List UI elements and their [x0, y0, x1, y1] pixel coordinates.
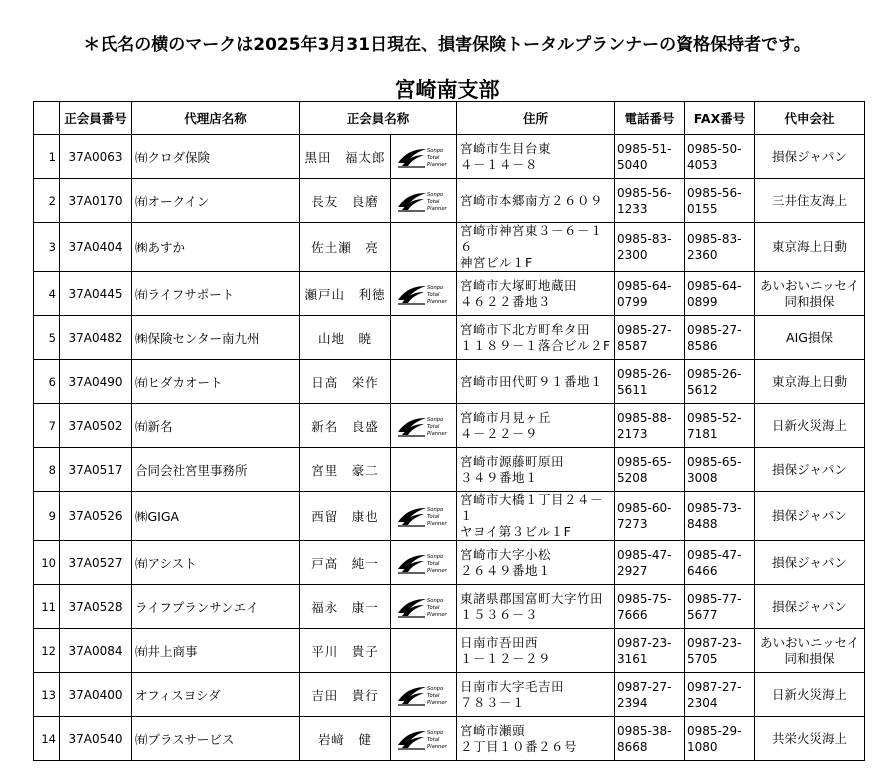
member-name: 山地 暁	[300, 316, 391, 360]
qualification-mark-cell	[391, 492, 457, 541]
member-name: 戸高 純一	[300, 541, 391, 585]
insurer-line-1: 損保ジャパン	[772, 148, 847, 164]
member-name: 宮里 豪二	[300, 448, 391, 492]
fax-number	[685, 541, 755, 585]
phone-line-1: 0985-51-	[617, 141, 672, 156]
mark-text-1: Sonpo	[426, 553, 443, 560]
phone-number	[615, 492, 685, 541]
sonpo-total-planner-mark-icon	[396, 413, 452, 439]
qualification-mark-cell	[391, 135, 457, 179]
member-id: 37A0527	[60, 541, 132, 585]
header-phone: 電話番号	[615, 102, 685, 135]
mark-text-1: Sonpo	[426, 597, 443, 604]
fax-line-2: 0899	[687, 294, 718, 309]
table-row	[34, 404, 865, 448]
insurer	[755, 492, 865, 541]
member-id: 37A0502	[60, 404, 132, 448]
qualification-mark-cell	[391, 404, 457, 448]
table-row	[34, 717, 865, 761]
fax-line-2: 0155	[687, 201, 718, 216]
insurer-line-1: 日新火災海上	[772, 417, 848, 433]
fax-line-2: 8488	[687, 517, 718, 531]
fax-number	[685, 585, 755, 629]
mark-text-1: Sonpo	[426, 729, 443, 736]
row-number: 4	[34, 272, 60, 316]
phone-line-1: 0985-56-	[617, 185, 672, 200]
phone-line-2: 2173	[617, 426, 648, 441]
phone-line-1: 0985-83-	[617, 232, 672, 246]
insurer	[755, 541, 865, 585]
fax-line-2: 5612	[687, 382, 718, 397]
mark-text-3: Planner	[426, 567, 447, 574]
phone-line-2: 1233	[617, 201, 648, 216]
phone-line-2: 2394	[617, 695, 648, 710]
insurer-line-1: 三井住友海上	[772, 192, 848, 208]
qualification-mark-cell	[391, 223, 457, 272]
table-row	[34, 673, 865, 717]
address-line-2: ４６２２番地３	[460, 293, 552, 309]
table-row	[34, 541, 865, 585]
insurer-line-1: 損保ジャパン	[772, 598, 847, 614]
phone-line-2: 5208	[617, 470, 648, 485]
agency-name: ㈲オークイン	[132, 179, 300, 223]
insurer	[755, 272, 865, 316]
fax-number	[685, 223, 755, 272]
row-number: 14	[34, 717, 60, 761]
table-row	[34, 135, 865, 179]
mark-text-2: Total	[426, 291, 439, 298]
sonpo-total-planner-mark-icon	[396, 726, 452, 752]
fax-number	[685, 179, 755, 223]
phone-number	[615, 673, 685, 717]
member-name: 吉田 貴行	[300, 673, 391, 717]
fax-number	[685, 404, 755, 448]
mark-text-1: Sonpo	[426, 191, 443, 198]
address-line-1: 宮崎市大塚町地蔵田	[460, 277, 578, 293]
table-row	[34, 492, 865, 541]
fax-line-1: 0985-50-	[687, 141, 742, 156]
address	[457, 717, 615, 761]
address-line-1: 日南市吾田西	[460, 634, 539, 650]
insurer	[755, 448, 865, 492]
row-number: 7	[34, 404, 60, 448]
address-line-2: ７８３－１	[460, 694, 526, 710]
fax-number	[685, 448, 755, 492]
fax-line-1: 0985-26-	[687, 366, 742, 381]
phone-number	[615, 272, 685, 316]
insurer-line-1: 損保ジャパン	[772, 508, 847, 523]
insurer	[755, 404, 865, 448]
agency-name: ㈱あすか	[132, 223, 300, 272]
fax-line-1: 0985-77-	[687, 591, 742, 606]
fax-number	[685, 492, 755, 541]
mark-text-1: Sonpo	[426, 685, 443, 692]
phone-line-1: 0985-60-	[617, 501, 672, 515]
member-name: 瀬戸山 利徳	[300, 272, 391, 316]
fax-number	[685, 629, 755, 673]
member-id: 37A0170	[60, 179, 132, 223]
row-number: 11	[34, 585, 60, 629]
header-no	[34, 102, 60, 135]
qualification-mark-cell	[391, 673, 457, 717]
qualification-notice: ＊氏名の横のマークは2025年3月31日現在、損害保険トータルプランナーの資格保持者です。	[83, 35, 811, 55]
sonpo-total-planner-mark-icon	[396, 281, 452, 307]
sonpo-total-planner-mark-icon	[396, 188, 452, 214]
address-line-1: 宮崎市本郷南方２６０９	[460, 192, 604, 208]
fax-number	[685, 316, 755, 360]
address-line-1: 宮崎市大橋１丁目２４－１	[460, 492, 604, 523]
address-line-1: 宮崎市瀬頭	[460, 722, 526, 738]
mark-text-1: Sonpo	[426, 507, 443, 513]
address	[457, 404, 615, 448]
phone-number	[615, 585, 685, 629]
fax-number	[685, 717, 755, 761]
fax-line-1: 0985-65-	[687, 454, 742, 469]
insurer-line-1: あいおいニッセイ	[759, 634, 860, 650]
insurer-line-1: 東京海上日動	[772, 373, 848, 389]
qualification-mark-cell	[391, 629, 457, 673]
address-line-1: 宮崎市下北方町牟タ田	[460, 321, 591, 337]
insurer-line-1: AIG損保	[786, 329, 833, 345]
address	[457, 179, 615, 223]
mark-text-3: Planner	[426, 205, 447, 212]
phone-line-1: 0987-27-	[617, 679, 672, 694]
agency-name: ㈲井上商事	[132, 629, 300, 673]
insurer-line-1: 損保ジャパン	[772, 554, 847, 570]
member-table	[33, 101, 865, 761]
insurer-line-1: 共栄火災海上	[772, 730, 848, 746]
insurer-line-2: 同和損保	[784, 293, 835, 309]
address-line-2: ４－２２－９	[460, 425, 539, 441]
address	[457, 360, 615, 404]
agency-name: ㈲新名	[132, 404, 300, 448]
mark-text-3: Planner	[426, 430, 447, 437]
member-name: 岩﨑 健	[300, 717, 391, 761]
qualification-mark-cell	[391, 717, 457, 761]
address-line-2: ヤヨイ第３ビル１F	[460, 524, 572, 539]
phone-line-2: 7273	[617, 517, 648, 531]
sonpo-total-planner-mark-icon	[396, 503, 452, 529]
address-line-2: ３４９番地１	[460, 469, 539, 485]
header-member-name: 正会員名称	[300, 102, 457, 135]
phone-line-1: 0987-23-	[617, 635, 672, 650]
member-id: 37A0526	[60, 492, 132, 541]
mark-text-2: Total	[426, 692, 439, 699]
header-insurer: 代申会社	[755, 102, 865, 135]
fax-line-1: 0985-64-	[687, 278, 742, 293]
mark-text-3: Planner	[426, 611, 447, 618]
row-number: 9	[34, 492, 60, 541]
address	[457, 272, 615, 316]
qualification-mark-cell	[391, 179, 457, 223]
phone-number	[615, 179, 685, 223]
address	[457, 223, 615, 272]
qualification-mark-cell	[391, 585, 457, 629]
address-line-1: 宮崎市生目台東	[460, 140, 552, 156]
fax-line-2: 2360	[687, 248, 718, 262]
member-name: 黒田 福太郎	[300, 135, 391, 179]
phone-number	[615, 717, 685, 761]
table-row	[34, 629, 865, 673]
address-line-1: 日南市大字毛吉田	[460, 678, 565, 694]
phone-line-1: 0985-88-	[617, 410, 672, 425]
qualification-mark-cell	[391, 360, 457, 404]
member-name: 平川 貴子	[300, 629, 391, 673]
member-id: 37A0400	[60, 673, 132, 717]
row-number: 1	[34, 135, 60, 179]
insurer	[755, 673, 865, 717]
phone-line-2: 0799	[617, 294, 648, 309]
member-id: 37A0482	[60, 316, 132, 360]
address-line-2: １１８９－１落合ビル２F	[460, 337, 611, 353]
sonpo-total-planner-mark-icon	[396, 144, 452, 170]
table-row	[34, 223, 865, 272]
address-line-1: 宮崎市神宮東３－６－１６	[460, 223, 604, 254]
fax-line-1: 0985-27-	[687, 322, 742, 337]
insurer	[755, 179, 865, 223]
insurer	[755, 135, 865, 179]
branch-title: 宮崎南支部	[394, 78, 500, 102]
phone-line-1: 0985-75-	[617, 591, 672, 606]
fax-line-1: 0985-52-	[687, 410, 742, 425]
fax-line-1: 0985-73-	[687, 501, 742, 515]
member-id: 37A0445	[60, 272, 132, 316]
table-header-row	[34, 102, 865, 135]
phone-line-2: 2927	[617, 563, 648, 578]
address-line-2: ２丁目１０番２６号	[460, 738, 578, 754]
phone-line-2: 8668	[617, 739, 648, 754]
row-number: 6	[34, 360, 60, 404]
member-name: 日高 栄作	[300, 360, 391, 404]
agency-name: ㈲クロダ保険	[132, 135, 300, 179]
address-line-1: 宮崎市田代町９１番地１	[460, 373, 604, 389]
address-line-2: １５３６－３	[460, 606, 539, 622]
fax-number	[685, 135, 755, 179]
member-id: 37A0084	[60, 629, 132, 673]
fax-line-1: 0987-23-	[687, 635, 742, 650]
insurer-line-1: 東京海上日動	[772, 239, 848, 254]
row-number: 2	[34, 179, 60, 223]
mark-text-2: Total	[426, 423, 439, 430]
qualification-mark-cell	[391, 448, 457, 492]
insurer	[755, 316, 865, 360]
agency-name: オフィスヨシダ	[132, 673, 300, 717]
member-id: 37A0404	[60, 223, 132, 272]
fax-number	[685, 673, 755, 717]
member-id: 37A0517	[60, 448, 132, 492]
phone-line-2: 8587	[617, 338, 648, 353]
fax-line-2: 3008	[687, 470, 718, 485]
mark-text-2: Total	[426, 154, 439, 161]
table-row	[34, 316, 865, 360]
member-name: 佐土瀬 亮	[300, 223, 391, 272]
address-line-2: １－１２－２９	[460, 650, 552, 666]
insurer	[755, 360, 865, 404]
member-id: 37A0490	[60, 360, 132, 404]
header-agency: 代理店名称	[132, 102, 300, 135]
row-number: 8	[34, 448, 60, 492]
agency-name: ㈱保険センター南九州	[132, 316, 300, 360]
address	[457, 585, 615, 629]
row-number: 10	[34, 541, 60, 585]
phone-line-2: 7666	[617, 607, 648, 622]
address	[457, 448, 615, 492]
address-line-1: 宮崎市大字小松	[460, 546, 552, 562]
phone-line-1: 0985-26-	[617, 366, 672, 381]
phone-number	[615, 541, 685, 585]
phone-number	[615, 135, 685, 179]
table-row	[34, 585, 865, 629]
mark-text-3: Planner	[426, 521, 447, 527]
row-number: 13	[34, 673, 60, 717]
fax-line-2: 1080	[687, 739, 718, 754]
mark-text-1: Sonpo	[426, 147, 443, 154]
fax-line-1: 0985-83-	[687, 232, 742, 246]
address-line-2: ４－１４－８	[460, 156, 539, 172]
table-row	[34, 360, 865, 404]
phone-line-2: 3161	[617, 651, 648, 666]
fax-line-2: 2304	[687, 695, 718, 710]
address	[457, 492, 615, 541]
member-id: 37A0528	[60, 585, 132, 629]
address-line-1: 東諸県郡国富町大字竹田	[460, 590, 604, 606]
mark-text-1: Sonpo	[426, 416, 443, 423]
phone-number	[615, 360, 685, 404]
row-number: 5	[34, 316, 60, 360]
fax-number	[685, 360, 755, 404]
insurer	[755, 629, 865, 673]
phone-number	[615, 404, 685, 448]
phone-line-2: 2300	[617, 248, 648, 262]
mark-text-3: Planner	[426, 161, 447, 168]
fax-line-2: 5705	[687, 651, 718, 666]
mark-text-2: Total	[426, 604, 439, 611]
mark-text-2: Total	[426, 560, 439, 567]
phone-number	[615, 223, 685, 272]
phone-number	[615, 316, 685, 360]
qualification-mark-cell	[391, 316, 457, 360]
phone-line-1: 0985-64-	[617, 278, 672, 293]
phone-number	[615, 448, 685, 492]
insurer	[755, 717, 865, 761]
table-row	[34, 179, 865, 223]
phone-line-2: 5611	[617, 382, 648, 397]
member-name: 長友 良磨	[300, 179, 391, 223]
mark-text-2: Total	[426, 198, 439, 205]
mark-text-2: Total	[426, 736, 439, 743]
agency-name: ㈲アシスト	[132, 541, 300, 585]
table-row	[34, 272, 865, 316]
row-number: 3	[34, 223, 60, 272]
member-name: 福永 康一	[300, 585, 391, 629]
member-name: 西留 康也	[300, 492, 391, 541]
qualification-mark-cell	[391, 541, 457, 585]
agency-name: ライフプランサンエイ	[132, 585, 300, 629]
header-fax: FAX番号	[685, 102, 755, 135]
address	[457, 629, 615, 673]
table-row	[34, 448, 865, 492]
sonpo-total-planner-mark-icon	[396, 550, 452, 576]
sonpo-total-planner-mark-icon	[396, 682, 452, 708]
agency-name: 合同会社宮里事務所	[132, 448, 300, 492]
phone-line-1: 0985-47-	[617, 547, 672, 562]
fax-line-1: 0985-56-	[687, 185, 742, 200]
phone-number	[615, 629, 685, 673]
mark-text-3: Planner	[426, 699, 447, 706]
address-line-2: 神宮ビル１F	[460, 255, 533, 270]
fax-line-2: 6466	[687, 563, 718, 578]
mark-text-1: Sonpo	[426, 284, 443, 291]
sonpo-total-planner-mark-icon	[396, 594, 452, 620]
row-number: 12	[34, 629, 60, 673]
phone-line-1: 0985-27-	[617, 322, 672, 337]
fax-line-2: 8586	[687, 338, 718, 353]
address-line-2: ２６４９番地１	[460, 562, 552, 578]
fax-line-2: 5677	[687, 607, 718, 622]
phone-line-1: 0985-65-	[617, 454, 672, 469]
fax-number	[685, 272, 755, 316]
member-name: 新名 良盛	[300, 404, 391, 448]
fax-line-1: 0987-27-	[687, 679, 742, 694]
agency-name: ㈲ヒダカオート	[132, 360, 300, 404]
insurer-line-1: 日新火災海上	[772, 686, 848, 702]
address-line-1: 宮崎市月見ヶ丘	[460, 409, 552, 425]
fax-line-1: 0985-47-	[687, 547, 742, 562]
mark-text-3: Planner	[426, 298, 447, 305]
fax-line-2: 4053	[687, 157, 718, 172]
insurer	[755, 223, 865, 272]
agency-name: ㈱GIGA	[132, 492, 300, 541]
address	[457, 316, 615, 360]
member-id: 37A0063	[60, 135, 132, 179]
address	[457, 673, 615, 717]
fax-line-2: 7181	[687, 426, 718, 441]
address	[457, 135, 615, 179]
header-address: 住所	[457, 102, 615, 135]
header-member-id: 正会員番号	[60, 102, 132, 135]
agency-name: ㈲ライフサポート	[132, 272, 300, 316]
insurer-line-1: 損保ジャパン	[772, 461, 847, 477]
agency-name: ㈲プラスサービス	[132, 717, 300, 761]
phone-line-1: 0985-38-	[617, 723, 672, 738]
mark-text-2: Total	[426, 514, 439, 520]
phone-line-2: 5040	[617, 157, 648, 172]
insurer-line-1: あいおいニッセイ	[759, 277, 860, 293]
insurer	[755, 585, 865, 629]
insurer-line-2: 同和損保	[784, 650, 835, 666]
mark-text-3: Planner	[426, 743, 447, 750]
member-id: 37A0540	[60, 717, 132, 761]
qualification-mark-cell	[391, 272, 457, 316]
address-line-1: 宮崎市源藤町原田	[460, 453, 565, 469]
address	[457, 541, 615, 585]
fax-line-1: 0985-29-	[687, 723, 742, 738]
